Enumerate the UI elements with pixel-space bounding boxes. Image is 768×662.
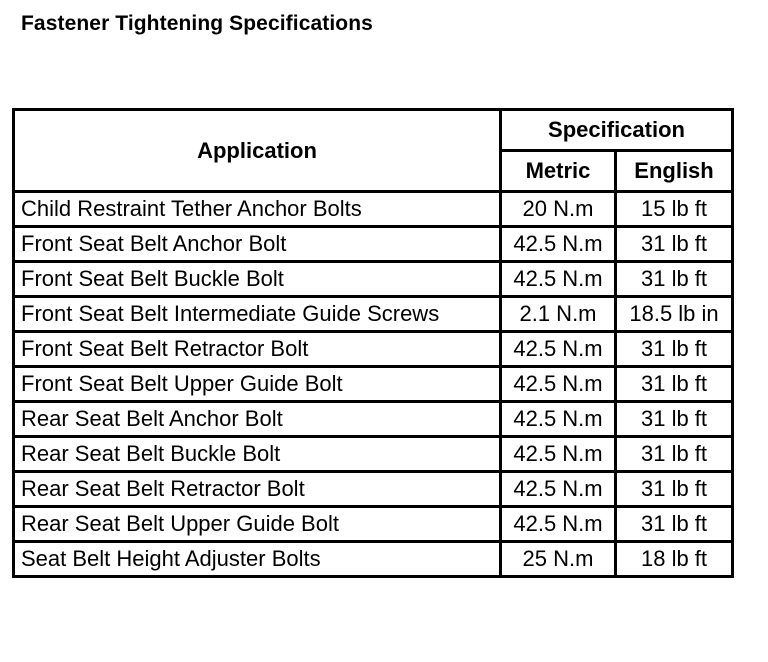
application-cell: Front Seat Belt Upper Guide Bolt	[14, 367, 501, 402]
table-row	[14, 402, 733, 437]
table-row	[14, 437, 733, 472]
english-cell: 31 lb ft	[616, 402, 733, 437]
application-cell: Rear Seat Belt Anchor Bolt	[14, 402, 501, 437]
table-row	[14, 227, 733, 262]
header-english: English	[616, 151, 733, 192]
page-title: Fastener Tightening Specifications	[21, 12, 373, 35]
english-cell: 31 lb ft	[616, 332, 733, 367]
english-cell: 31 lb ft	[616, 262, 733, 297]
table-row	[14, 297, 733, 332]
header-application: Application	[14, 110, 501, 192]
fastener-spec-table	[12, 108, 734, 578]
table-row	[14, 262, 733, 297]
table-row	[14, 472, 733, 507]
application-cell: Front Seat Belt Intermediate Guide Screws	[14, 297, 501, 332]
metric-cell: 42.5 N.m	[501, 262, 616, 297]
table-row	[14, 507, 733, 542]
table-row	[14, 542, 733, 577]
table-row	[14, 367, 733, 402]
application-cell: Rear Seat Belt Upper Guide Bolt	[14, 507, 501, 542]
metric-cell: 20 N.m	[501, 192, 616, 227]
application-cell: Rear Seat Belt Buckle Bolt	[14, 437, 501, 472]
application-cell: Child Restraint Tether Anchor Bolts	[14, 192, 501, 227]
english-cell: 18 lb ft	[616, 542, 733, 577]
english-cell: 31 lb ft	[616, 367, 733, 402]
english-cell: 15 lb ft	[616, 192, 733, 227]
application-cell: Seat Belt Height Adjuster Bolts	[14, 542, 501, 577]
metric-cell: 42.5 N.m	[501, 437, 616, 472]
table-header-row	[14, 110, 733, 151]
english-cell: 31 lb ft	[616, 437, 733, 472]
metric-cell: 42.5 N.m	[501, 367, 616, 402]
metric-cell: 2.1 N.m	[501, 297, 616, 332]
application-cell: Front Seat Belt Retractor Bolt	[14, 332, 501, 367]
application-cell: Rear Seat Belt Retractor Bolt	[14, 472, 501, 507]
metric-cell: 25 N.m	[501, 542, 616, 577]
application-cell: Front Seat Belt Anchor Bolt	[14, 227, 501, 262]
english-cell: 18.5 lb in	[616, 297, 733, 332]
english-cell: 31 lb ft	[616, 472, 733, 507]
application-cell: Front Seat Belt Buckle Bolt	[14, 262, 501, 297]
english-cell: 31 lb ft	[616, 227, 733, 262]
header-specification: Specification	[501, 110, 733, 151]
metric-cell: 42.5 N.m	[501, 507, 616, 542]
metric-cell: 42.5 N.m	[501, 227, 616, 262]
table-body	[14, 192, 733, 577]
metric-cell: 42.5 N.m	[501, 472, 616, 507]
header-metric: Metric	[501, 151, 616, 192]
metric-cell: 42.5 N.m	[501, 332, 616, 367]
english-cell: 31 lb ft	[616, 507, 733, 542]
metric-cell: 42.5 N.m	[501, 402, 616, 437]
table-row	[14, 192, 733, 227]
table-row	[14, 332, 733, 367]
